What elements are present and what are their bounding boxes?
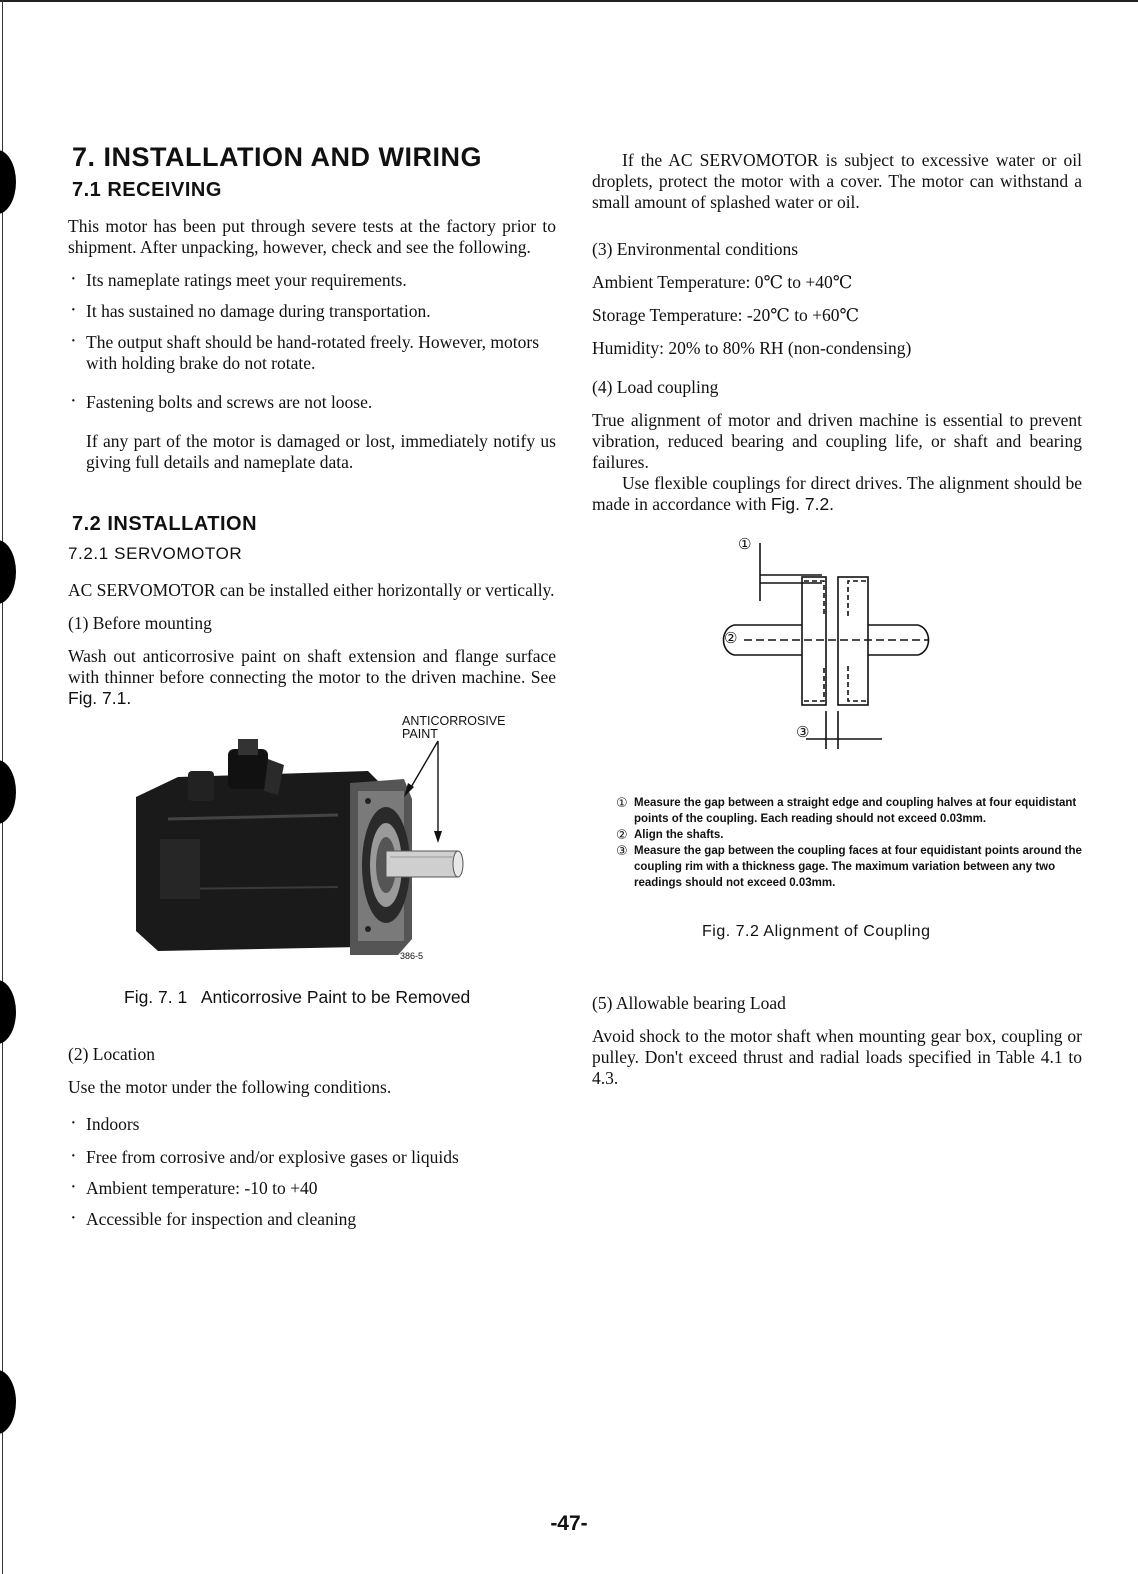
note-text: Measure the gap between the coupling faces at four equidistant points around the coupling rim with a thickness gage. The maximum variation between any two readings should not exceed 0.03mm.	[634, 845, 1082, 889]
marker-2: ②	[724, 630, 738, 647]
list-item: · The output shaft should be hand-rotated freely. However, motors with holding brake do not rotate.	[68, 332, 556, 374]
section-7-2-title: 7.2 INSTALLATION	[72, 513, 258, 535]
list-item	[616, 795, 1082, 827]
load-coupling-text: True alignment of motor and driven machine is essential to prevent vibration, reduced bearing and coupling life, or shaft and bearing failures.	[592, 410, 1082, 472]
flexible-coupling-body: Use flexible couplings for direct drives. The alignment should be made in accordance with	[592, 473, 1082, 514]
chapter-title: 7. INSTALLATION AND WIRING	[72, 142, 482, 172]
list-item: · Fastening bolts and screws are not loose.	[68, 392, 556, 413]
list-item	[616, 843, 1082, 891]
fig-7-2-notes	[616, 795, 1082, 891]
label-line: PAINT	[402, 727, 438, 741]
storage-temperature: Storage Temperature: -20℃ to +60℃	[592, 305, 860, 325]
binder-hole	[0, 540, 16, 604]
before-mounting-body: Wash out anticorrosive paint on shaft extension and flange surface with thinner before connecting the motor to the driven machine. See	[68, 646, 556, 687]
list-item: · Ambient temperature: -10 to +40	[68, 1178, 556, 1199]
load-coupling-heading: (4) Load coupling	[592, 377, 719, 397]
servomotor-photo	[68, 719, 556, 979]
location-heading: (2) Location	[68, 1044, 155, 1064]
fig-7-2-reference: Fig. 7.2.	[770, 494, 835, 514]
water-protection-text: If the AC SERVOMOTOR is subject to excessive water or oil droplets, protect the motor with a cover. The motor can withstand a small amount of splashed water or oil.	[592, 150, 1082, 212]
note-text: Measure the gap between a straight edge and coupling halves at four equidistant points of the coupling. Each reading should not exceed 0.03mm.	[634, 797, 1077, 825]
section-7-1-title: 7.1 RECEIVING	[72, 179, 222, 201]
location-conditions	[68, 1114, 556, 1230]
list-item: · Its nameplate ratings meet your requirements.	[68, 270, 556, 291]
damage-notice: If any part of the motor is damaged or lost, immediately notify us giving full details and nameplate data.	[86, 431, 556, 472]
env-conditions-heading: (3) Environmental conditions	[592, 239, 799, 259]
note-number: ③	[616, 843, 628, 858]
bearing-load-heading: (5) Allowable bearing Load	[592, 993, 786, 1013]
flexible-coupling-text	[592, 473, 1082, 515]
fig-7-2-caption: Fig. 7.2 Alignment of Coupling	[702, 923, 931, 940]
binder-hole	[0, 150, 16, 214]
list-item	[616, 827, 1082, 843]
section-7-2-1-title: 7.2.1 SERVOMOTOR	[68, 544, 243, 563]
list-item: · Indoors	[68, 1114, 556, 1135]
list-item: · Accessible for inspection and cleaning	[68, 1209, 556, 1230]
figure-7-1	[68, 714, 556, 979]
note-number: ②	[616, 827, 628, 842]
location-text: Use the motor under the following conditions.	[68, 1077, 392, 1097]
receiving-checklist	[68, 270, 556, 413]
fig-7-1-reference: Fig. 7.1.	[68, 688, 132, 708]
before-mounting-heading: (1) Before mounting	[68, 613, 212, 633]
servomotor-orientation-text: AC SERVOMOTOR can be installed either horizontally or vertically.	[68, 580, 555, 600]
top-border	[0, 0, 1138, 2]
note-text: Align the shafts.	[634, 829, 724, 841]
coupling-alignment-diagram	[592, 543, 1082, 773]
humidity: Humidity: 20% to 80% RH (non-condensing)	[592, 338, 912, 358]
photo-code: 386-5	[400, 951, 424, 961]
bearing-load-text: Avoid shock to the motor shaft when mounting gear box, coupling or pulley. Don't exceed thrust and radial loads specified in Table 4.1 to 4.3.	[592, 1026, 1082, 1088]
binder-hole	[0, 760, 16, 824]
fig-7-1-caption: Fig. 7. 1 Anticorrosive Paint to be Removed	[124, 987, 471, 1007]
anticorrosive-paint-label	[402, 715, 506, 741]
binder-hole	[0, 980, 16, 1044]
right-column	[592, 150, 1082, 1089]
note-number: ①	[616, 795, 628, 810]
before-mounting-text	[68, 646, 556, 709]
marker-3: ③	[796, 724, 810, 741]
figure-7-2	[592, 536, 1082, 773]
list-item: · Free from corrosive and/or explosive gases or liquids	[68, 1147, 556, 1168]
label-line: ANTICORROSIVE	[402, 714, 506, 728]
ambient-temperature: Ambient Temperature: 0℃ to +40℃	[592, 272, 853, 292]
list-item: · It has sustained no damage during transportation.	[68, 301, 556, 322]
left-column	[68, 142, 556, 1240]
binder-hole	[0, 1370, 16, 1434]
page-number: -47-	[550, 1512, 588, 1535]
marker-1: ①	[738, 536, 752, 553]
receiving-intro: This motor has been put through severe tests at the factory prior to shipment. After unpacking, however, check and see the following.	[68, 216, 556, 257]
